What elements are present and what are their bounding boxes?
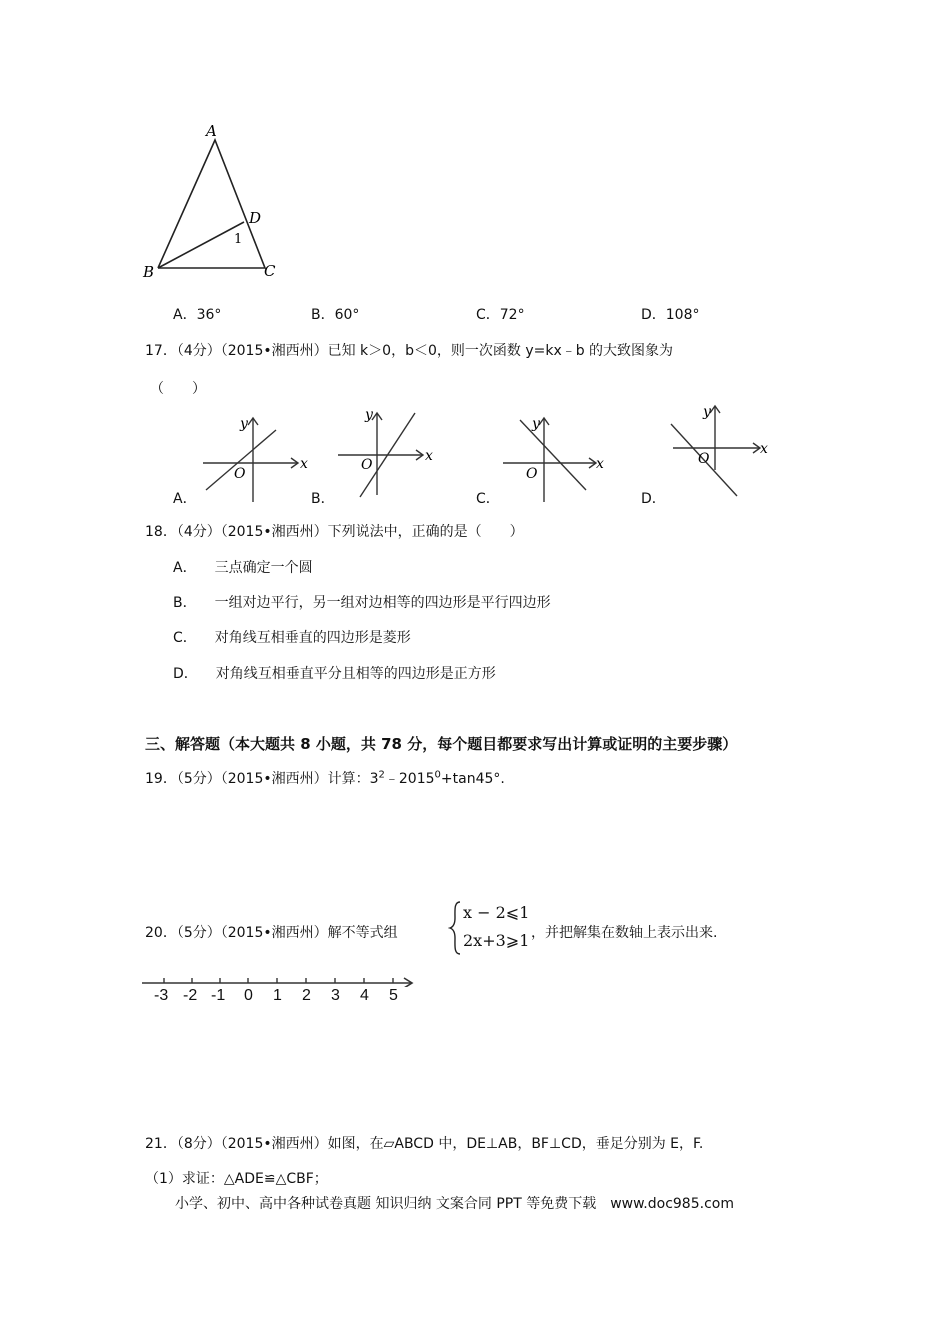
q18-option-a[interactable] <box>173 557 313 577</box>
q17-stem: 17．（4分）（2015•湘西州）已知 k＞0，b＜0，则一次函数 y=kx﹣b 的大致图象为 <box>145 343 674 359</box>
q17-graph-c[interactable] <box>498 412 608 504</box>
number-line-label: 4 <box>360 987 369 1004</box>
inequality-2: 2x+3⩾1 <box>463 931 530 950</box>
number-line-label: 2 <box>302 987 311 1004</box>
q17-option-d[interactable]: D． <box>641 491 666 507</box>
q16-option-a[interactable]: A．36° <box>173 307 222 323</box>
q20-stem-suffix: ，并把解集在数轴上表示出来. <box>531 925 718 941</box>
vertex-a-label: A <box>206 122 217 140</box>
svg-text:O: O <box>526 466 538 482</box>
svg-text:y: y <box>365 407 373 423</box>
q17-graph-a[interactable] <box>198 412 313 504</box>
option-letter: C． <box>173 630 197 646</box>
number-line-label: 0 <box>244 987 253 1004</box>
q18-stem: 18．（4分）（2015•湘西州）下列说法中，正确的是（ ） <box>145 524 524 540</box>
number-line <box>140 975 420 987</box>
q20-stem-prefix: 20．（5分）（2015•湘西州）解不等式组 <box>145 925 398 941</box>
q17-answer-paren: （ ） <box>150 381 206 397</box>
vertex-c-label: C <box>264 262 276 280</box>
svg-text:y: y <box>703 404 711 420</box>
option-text: 三点确定一个圆 <box>214 560 313 576</box>
svg-text:O: O <box>234 466 246 482</box>
angle-1-label: 1 <box>234 232 243 247</box>
vertex-b-label: B <box>143 263 155 280</box>
option-text: 对角线互相垂直的四边形是菱形 <box>214 630 411 646</box>
q17-graph-b[interactable] <box>335 403 440 503</box>
vertex-d-label: D <box>249 209 262 227</box>
number-line-label: -2 <box>183 987 198 1004</box>
q16-option-c[interactable]: C．72° <box>476 307 525 323</box>
svg-text:y: y <box>240 416 248 432</box>
option-letter: B． <box>173 595 197 611</box>
q21-stem: 21．（8分）（2015•湘西州）如图，在▱ABCD 中，DE⊥AB，BF⊥CD，垂足分别为 E，F. <box>145 1136 704 1152</box>
brace-icon <box>448 900 462 956</box>
svg-text:x: x <box>596 456 604 472</box>
inequality-1: x − 2⩽1 <box>463 903 530 922</box>
svg-text:y: y <box>532 416 540 432</box>
svg-text:x: x <box>425 448 433 464</box>
q18-option-b[interactable] <box>173 592 551 612</box>
q17-option-b[interactable]: B． <box>311 491 335 507</box>
q17-option-a[interactable]: A． <box>173 491 197 507</box>
option-letter: D． <box>173 666 198 682</box>
option-letter: A． <box>173 560 197 576</box>
q21-sub1: （1）求证：△ADE≌△CBF； <box>145 1171 328 1187</box>
q16-option-d[interactable]: D．108° <box>641 307 700 323</box>
triangle-figure <box>140 120 280 280</box>
svg-text:O: O <box>361 457 373 473</box>
option-text: 对角线互相垂直平分且相等的四边形是正方形 <box>215 666 496 682</box>
q18-option-c[interactable] <box>173 627 411 647</box>
option-text: 一组对边平行，另一组对边相等的四边形是平行四边形 <box>214 595 551 611</box>
page-footer: 小学、初中、高中各种试卷真题 知识归纳 文案合同 PPT 等免费下载 www.doc985.com <box>175 1196 734 1212</box>
number-line-label: -1 <box>211 987 226 1004</box>
svg-text:O: O <box>698 451 710 467</box>
q16-option-b[interactable]: B．60° <box>311 307 360 323</box>
section-heading: 三、解答题（本大题共 8 小题，共 78 分，每个题目都要求写出计算或证明的主要步骤） <box>145 735 738 753</box>
q17-graph-d[interactable] <box>665 400 775 500</box>
number-line-label: -3 <box>154 987 169 1004</box>
q17-option-c[interactable]: C． <box>476 491 500 507</box>
svg-text:x: x <box>760 441 768 457</box>
number-line-label: 3 <box>331 987 340 1004</box>
number-line-label: 1 <box>273 987 282 1004</box>
q19-stem: 19．（5分）（2015•湘西州）计算：$3^2﹣2015^0+\tan 45^\circ$. <box>145 769 505 787</box>
number-line-label: 5 <box>389 987 398 1004</box>
svg-text:x: x <box>300 456 308 472</box>
q18-option-d[interactable] <box>173 663 496 683</box>
